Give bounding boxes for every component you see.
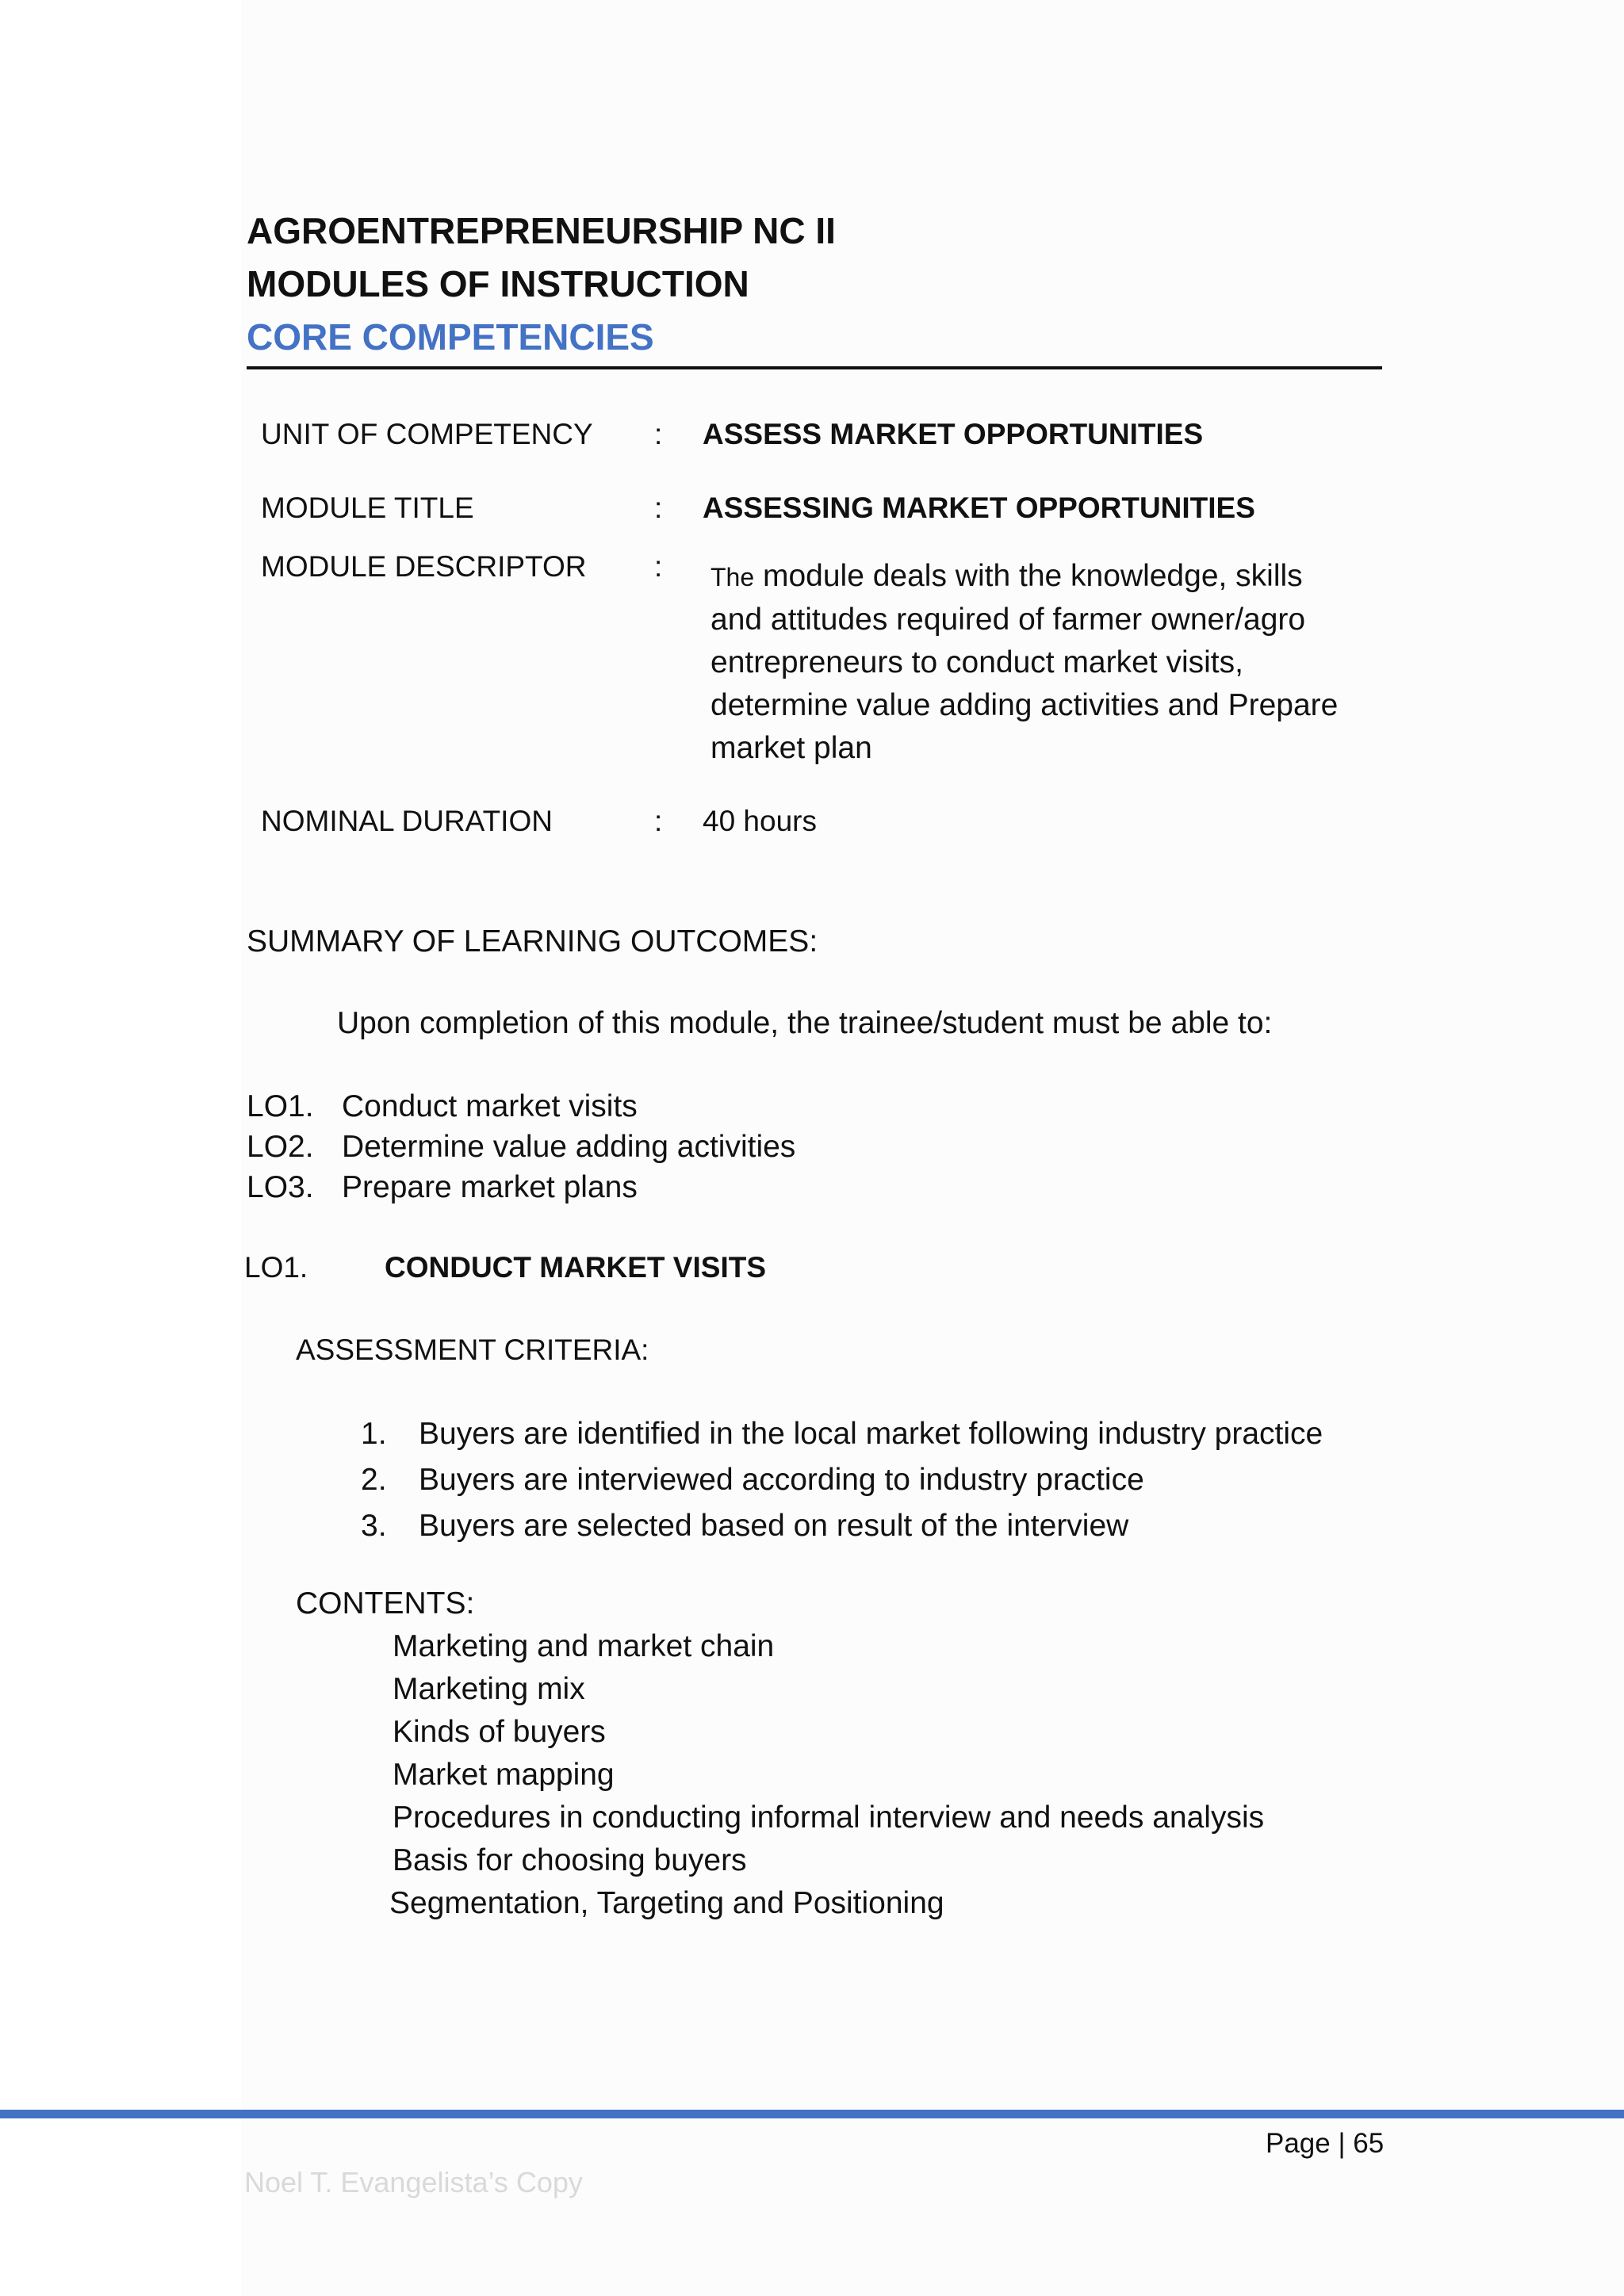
module-title-value: ASSESSING MARKET OPPORTUNITIES bbox=[703, 492, 1255, 524]
summary-intro: Upon completion of this module, the trainee/student must be able to: bbox=[337, 1006, 1273, 1040]
lo1-code: LO1. bbox=[244, 1251, 308, 1284]
descriptor-body: module deals with the knowledge, skills and attitudes required of farmer owner/agro entrepreneurs to conduct market visits, determine value adding activities and Prepare market plan bbox=[710, 559, 1339, 765]
document-subtitle: MODULES OF INSTRUCTION bbox=[247, 263, 749, 304]
document-title: AGROENTREPRENEURSHIP NC II bbox=[247, 210, 836, 251]
content-item: Procedures in conducting informal interview and needs analysis bbox=[393, 1800, 1265, 1835]
colon-separator: : bbox=[654, 492, 663, 524]
header-divider bbox=[247, 366, 1382, 369]
criteria-number: 2. bbox=[361, 1463, 387, 1497]
content-item: Marketing mix bbox=[393, 1672, 585, 1706]
outcome-code: LO2. bbox=[247, 1130, 314, 1164]
summary-heading: SUMMARY OF LEARNING OUTCOMES: bbox=[247, 924, 818, 959]
criteria-number: 1. bbox=[361, 1417, 387, 1451]
outcome-text: Conduct market visits bbox=[342, 1089, 638, 1123]
page-number: Page | 65 bbox=[1266, 2128, 1385, 2159]
content-item: Market mapping bbox=[393, 1758, 615, 1792]
outcome-text: Prepare market plans bbox=[342, 1170, 638, 1204]
content-item: Segmentation, Targeting and Positioning bbox=[389, 1886, 944, 1920]
lo1-title: CONDUCT MARKET VISITS bbox=[385, 1251, 766, 1284]
criteria-text: Buyers are interviewed according to industry practice bbox=[419, 1463, 1144, 1497]
contents-heading: CONTENTS: bbox=[296, 1586, 475, 1621]
criteria-number: 3. bbox=[361, 1509, 387, 1543]
colon-separator: : bbox=[654, 418, 663, 450]
module-title-label: MODULE TITLE bbox=[261, 492, 474, 524]
content-item: Kinds of buyers bbox=[393, 1715, 606, 1749]
watermark-text: Noel T. Evangelista’s Copy bbox=[244, 2166, 583, 2198]
outcome-code: LO3. bbox=[247, 1170, 314, 1204]
colon-separator: : bbox=[654, 550, 663, 583]
descriptor-first-word: The bbox=[710, 563, 755, 591]
outcome-text: Determine value adding activities bbox=[342, 1130, 796, 1164]
nominal-duration-value: 40 hours bbox=[703, 805, 817, 837]
content-item: Marketing and market chain bbox=[393, 1629, 775, 1663]
module-descriptor-text bbox=[710, 555, 1345, 770]
content-item: Basis for choosing buyers bbox=[393, 1843, 747, 1877]
unit-of-competency-value: ASSESS MARKET OPPORTUNITIES bbox=[703, 418, 1204, 450]
criteria-text: Buyers are identified in the local market following industry practice bbox=[419, 1417, 1323, 1451]
footer-bar bbox=[0, 2110, 1624, 2118]
assessment-criteria-heading: ASSESSMENT CRITERIA: bbox=[296, 1334, 649, 1366]
unit-of-competency-label: UNIT OF COMPETENCY bbox=[261, 418, 593, 450]
section-heading: CORE COMPETENCIES bbox=[247, 316, 654, 358]
outcome-code: LO1. bbox=[247, 1089, 314, 1123]
module-descriptor-label: MODULE DESCRIPTOR bbox=[261, 550, 587, 583]
colon-separator: : bbox=[654, 805, 663, 837]
nominal-duration-label: NOMINAL DURATION bbox=[261, 805, 553, 837]
criteria-text: Buyers are selected based on result of the interview bbox=[419, 1509, 1129, 1543]
